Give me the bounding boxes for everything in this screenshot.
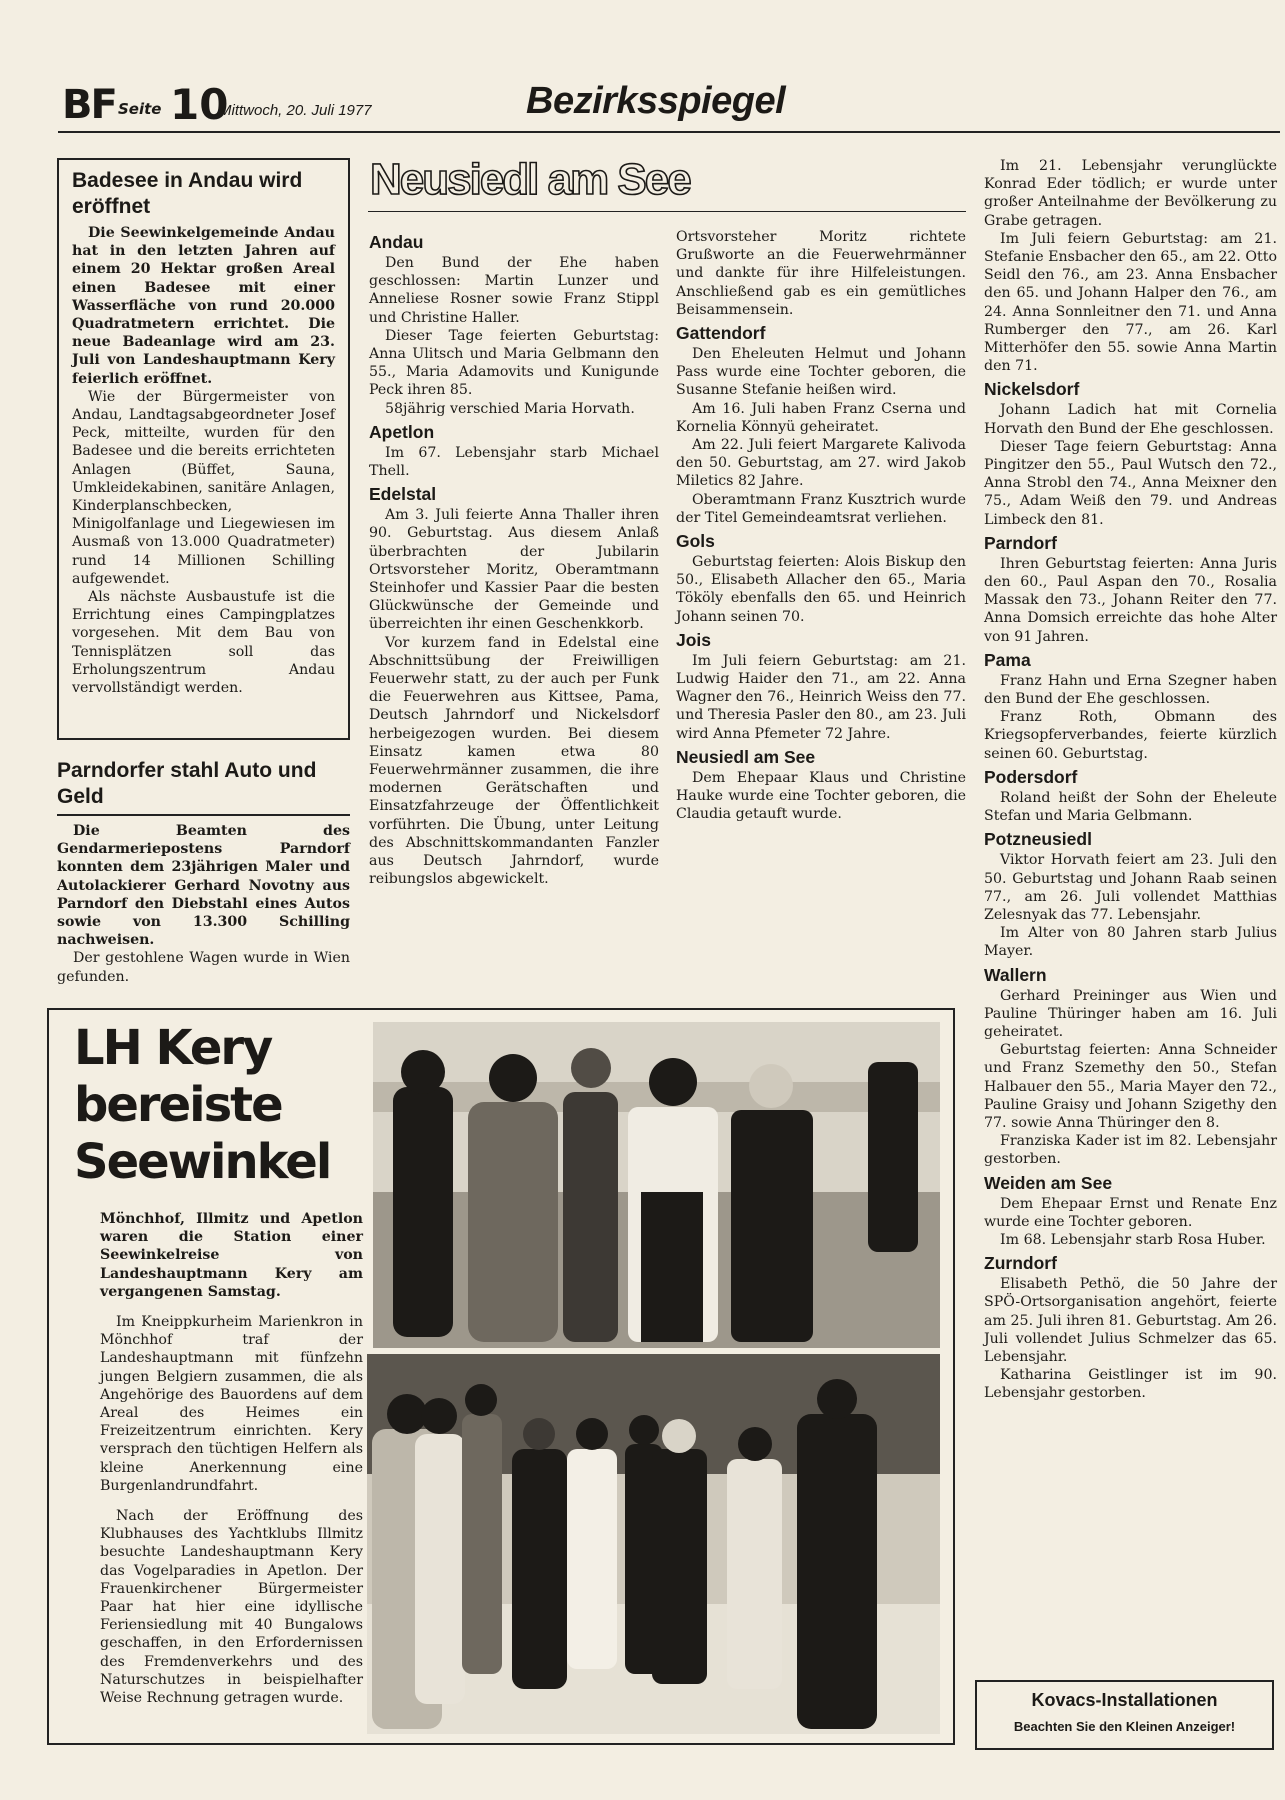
masthead-brand: BF (62, 82, 116, 128)
place-heading: Gols (676, 531, 715, 552)
badesee-headline: Badesee in Andau wird eröffnet (72, 169, 303, 218)
photo-kery-group-image (367, 1354, 940, 1734)
news-paragraph: Roland heißt der Sohn der Eheleute Stefan und Maria Gelbmann. (984, 789, 1277, 825)
news-paragraph: Im Juli feiern Geburtstag: am 21. Ludwig Haider den 71., am 22. Anna Wagner den 76., Heinrich Weiss den 77. und Theresia Pasler den 80., am 23. Juli wird Anna Pfemeter 72 Jahre. (676, 652, 966, 742)
news-paragraph: Vor kurzem fand in Edelstal eine Abschnittsübung der Freiwilligen Feuerwehr statt, zu der auch per Funk die Feuerwehren aus Kittsee, Pama, Deutsch Jahrndorf und Nickelsdorf herbeigezogen wurden. Bei diesem Einsatz kamen etwa 80 Feuerwehrmänner zusammen, die ihre modernen Gerätschaften und Einsatzfahrzeuge der Öffentlichkeit vorführten. Die Übung, unter Leitung des Abschnittskommandanten Fanzler aus Deutsch Jahrndorf, wurde reibungslos abgewickelt. (369, 634, 659, 888)
neusiedl-column-3 (984, 157, 1277, 1403)
neusiedl-header-rule (368, 211, 966, 212)
section-title: Bezirksspiegel (526, 80, 786, 122)
place-heading: Nickelsdorf (984, 379, 1080, 400)
news-paragraph: Im 21. Lebensjahr verunglückte Konrad Eder tödlich; er wurde unter großer Anteilnahme der Bevölkerung zu Grabe getragen. (984, 158, 1277, 229)
news-paragraph: Im Juli feiern Geburtstag: am 21. Stefanie Ensbacher den 65., am 22. Otto Seidl den 76., am 23. Anna Ensbacher den 65. und Johann Halper den 76., am 24. Anna Sonnleitner den 71. und Anna Rumberger den 77., am 26. Karl Mitterhöfer den 55. sowie Anna Martin den 71. (984, 230, 1277, 375)
news-paragraph: Im 67. Lebensjahr starb Michael Thell. (369, 444, 659, 480)
masthead-seite-label: Seite (118, 100, 162, 118)
parndorfer-lead: Die Beamten des Gendarmeriepostens Parndorf konnten dem 23jährigen Maler und Autolackierer Gerhard Novotny aus Parndorf den Diebstahl eines Autos sowie von 13.300 Schilling nachweisen. (57, 823, 350, 949)
kery-paragraph: Im Kneippkurheim Marienkron in Mönchhof traf der Landeshauptmann mit fünfzehn jungen Belgiern zusammen, die als Angehörige des Bauordens auf dem Areal des Heimes ein Freizeitzentrum einrichten. Kery versprach den tüchtigen Helfern als kleine Anerkennung eine Burgenlandrundfahrt. (100, 1314, 363, 1494)
badesee-lead: Die Seewinkelgemeinde Andau hat in den letzten Jahren auf einem 20 Hektar großen Areal einen Badesee mit einer Wasserfläche von rund 20.000 Quadratmetern errichtet. Die neue Badeanlage wird am 23. Juli von Landeshauptmann Kery feierlich eröffnet. (72, 225, 335, 387)
neusiedl-column-1 (369, 228, 659, 889)
news-paragraph: Franziska Kader ist im 82. Lebensjahr gestorben. (984, 1133, 1277, 1168)
place-heading: Wallern (984, 964, 1047, 985)
news-paragraph: Dieser Tage feierten Geburtstag: Anna Ulitsch und Maria Gelbmann den 55., Maria Adamovits und Kunigunde Peck ihren 85. (369, 327, 659, 399)
place-heading: Zurndorf (984, 1253, 1057, 1274)
news-paragraph: Den Eheleuten Helmut und Johann Pass wurde eine Tochter geboren, die Susanne Stefanie heißen wird. (676, 346, 966, 399)
neusiedl-column-2 (676, 228, 966, 823)
news-paragraph: Im 68. Lebensjahr starb Rosa Huber. (1000, 1231, 1266, 1248)
parndorfer-headline: Parndorfer stahl Auto und Geld (57, 759, 317, 808)
parndorfer-rule (57, 814, 350, 816)
place-heading: Weiden am See (984, 1172, 1113, 1193)
news-paragraph: Am 22. Juli feiert Margarete Kalivoda den 50. Geburtstag, am 27. wird Jakob Miletics 82 Jahre. (676, 437, 966, 490)
news-paragraph: Viktor Horvath feiert am 23. Juli den 50. Geburtstag und Johann Raab seinen 77., am 26. Juli vollendet Matthias Zelesnyak das 77. Lebensjahr. (984, 852, 1277, 923)
page-number: 10 (170, 80, 229, 129)
news-paragraph: Dem Ehepaar Klaus und Christine Hauke wurde eine Tochter geboren, die Claudia getauft wurde. (676, 769, 966, 823)
masthead-rule (58, 131, 1280, 133)
article-parndorfer (57, 758, 350, 986)
news-paragraph: Geburtstag feierten: Alois Biskup den 50., Elisabeth Allacher den 65., Maria Tököly ebenfalls den 65. und Heinrich Johann seinen 70. (676, 554, 966, 625)
news-paragraph: 58jährig verschied Maria Horvath. (385, 400, 635, 417)
place-heading: Pama (984, 649, 1031, 670)
badesee-body (72, 224, 335, 697)
parndorfer-body (57, 822, 350, 986)
ad-subtitle: Beachten Sie den Kleinen Anzeiger! (1013, 1719, 1236, 1734)
place-heading: Edelstal (369, 484, 437, 505)
news-paragraph: Katharina Geistlinger ist im 90. Lebensjahr gestorben. (984, 1367, 1277, 1402)
news-paragraph: Franz Hahn und Erna Szegner haben den Bund der Ehe geschlossen. (984, 672, 1277, 708)
ad-title: Kovacs-Installationen (1031, 1690, 1218, 1710)
place-heading: Neusiedl am See (676, 746, 816, 767)
news-paragraph: Johann Ladich hat mit Cornelia Horvath den Bund der Ehe geschlossen. (984, 402, 1277, 437)
news-paragraph: Oberamtmann Franz Kusztrich wurde der Titel Gemeindeamtsrat verliehen. (676, 491, 966, 526)
place-heading: Gattendorf (676, 323, 766, 344)
news-paragraph: Elisabeth Pethö, die 50 Jahre der SPÖ-Ortsorganisation angehört, feierte am 25. Juli ihren 81. Geburtstag. Am 26. Juli vollendet Julius Schmelzer das 65. Lebensjahr. (984, 1276, 1277, 1365)
news-paragraph: Am 3. Juli feierte Anna Thaller ihren 90. Geburtstag. Aus diesem Anlaß überbrachten der Jubilarin Ortsvorsteher Moritz, Oberamtmann Steinhofer und Kassier Paar die besten Glückwünsche der Gemeinde und überreichten ihr einen Geschenkkorb. (369, 507, 659, 633)
news-paragraph: Dem Ehepaar Ernst und Renate Enz wurde eine Tochter geboren. (984, 1195, 1277, 1230)
local-news-list (984, 379, 1277, 1402)
parndorfer-paragraph: Der gestohlene Wagen wurde in Wien gefunden. (57, 950, 350, 985)
neusiedl-header: Neusiedl am See (370, 155, 690, 204)
kery-paragraph: Nach der Eröffnung des Klubhauses des Yachtklubs Illmitz besuchte Landeshauptmann Kery das Vogelparadies in Apetlon. Der Frauenkirchener Bürgermeister Paar hat hier eine idyllische Feriensiedlung mit 40 Bungalows geschaffen, in den Erfordernissen des Fremdenverkehrs und des Naturschutzes in beispielhafter Weise Rechnung getragen wurde. (100, 1508, 363, 1707)
news-paragraph: Geburtstag feierten: Anna Schneider und Franz Szemethy den 50., Stefan Halbauer den 55., Maria Mayer den 72., Pauline Graisy und Johann Szigethy den 77. sowie Anna Thüringer den 8. (984, 1042, 1277, 1131)
news-paragraph: Ihren Geburtstag feierten: Anna Juris den 60., Paul Aspan den 70., Rosalia Massak den 73., Johann Reiter den 77. Anna Domsich erreichte das hohe Alter von 91 Jahren. (984, 555, 1277, 645)
kery-headline-line: Seewinkel (74, 1134, 331, 1190)
place-heading: Potzneusiedl (984, 829, 1092, 850)
kery-lead: Mönchhof, Illmitz und Apetlon waren die Station einer Seewinkelreise von Landeshauptmann Kery am vergangenen Samstag. (100, 1211, 363, 1300)
news-paragraph: Dieser Tage feiern Geburtstag: Anna Pingitzer den 55., Paul Wutsch den 72., Anna Strobl den 74., Anna Meixner den 75., Adam Weiß den 79. und Andreas Limbeck den 81. (984, 438, 1277, 528)
news-paragraph: Franz Roth, Obmann des Kriegsopferverbandes, feierte kürzlich seinen 60. Geburtstag. (984, 709, 1277, 762)
news-paragraph: Am 16. Juli haben Franz Cserna und Kornelia Könnyü geheiratet. (676, 400, 966, 435)
news-paragraph: Im Alter von 80 Jahren starb Julius Mayer. (984, 925, 1277, 960)
news-paragraph: Ortsvorsteher Moritz richtete Grußworte an die Feuerwehrmänner und dankte für ihre Hilfeleistungen. Anschließend gab es ein gemütliches Beisammensein. (676, 229, 966, 318)
badesee-paragraph: Als nächste Ausbaustufe ist die Errichtung eines Campingplatzes vorgesehen. Mit dem Bau von Tennisplätzen soll das Erholungszentrum Andau vervollständigt werden. (72, 589, 335, 697)
place-heading: Andau (369, 232, 424, 252)
article-badesee (57, 158, 350, 740)
photo-kery-greeting (373, 1022, 940, 1348)
kery-headline (74, 1020, 354, 1191)
place-heading: Jois (676, 629, 712, 650)
local-news-list (676, 323, 966, 823)
ad-kovacs (975, 1680, 1274, 1750)
place-heading: Apetlon (369, 421, 435, 442)
news-paragraph: Gerhard Preininger aus Wien und Pauline Thüringer haben am 16. Juli geheiratet. (984, 987, 1277, 1040)
badesee-paragraph: Wie der Bürgermeister von Andau, Landtagsabgeordneter Josef Peck, mitteilte, wurden für den Badesee und die bereits errichteten Anlagen (Büffet, Sauna, Umkleidekabinen, sanitäre Anlagen, Kinderplanschbecken, Minigolfanlage und Liegewiesen im Ausmaß von 13.000 Quadratmeter) rund 14 Millionen Schilling aufgewendet. (72, 388, 335, 587)
news-paragraph: Den Bund der Ehe haben geschlossen: Martin Lunzer und Anneliese Rosner sowie Franz Stippl und Christine Haller. (369, 255, 659, 326)
kery-headline-line: LH Kery (74, 1020, 272, 1076)
issue-date: Mittwoch, 20. Juli 1977 (219, 102, 372, 119)
local-news-list (369, 232, 659, 889)
photo-kery-greeting-image (373, 1022, 940, 1348)
place-heading: Podersdorf (984, 766, 1078, 787)
kery-headline-line: bereiste (74, 1077, 282, 1133)
kery-body (100, 1210, 363, 1707)
article-kery (47, 1008, 955, 1745)
photo-kery-group (367, 1354, 940, 1734)
place-heading: Parndorf (984, 532, 1057, 553)
